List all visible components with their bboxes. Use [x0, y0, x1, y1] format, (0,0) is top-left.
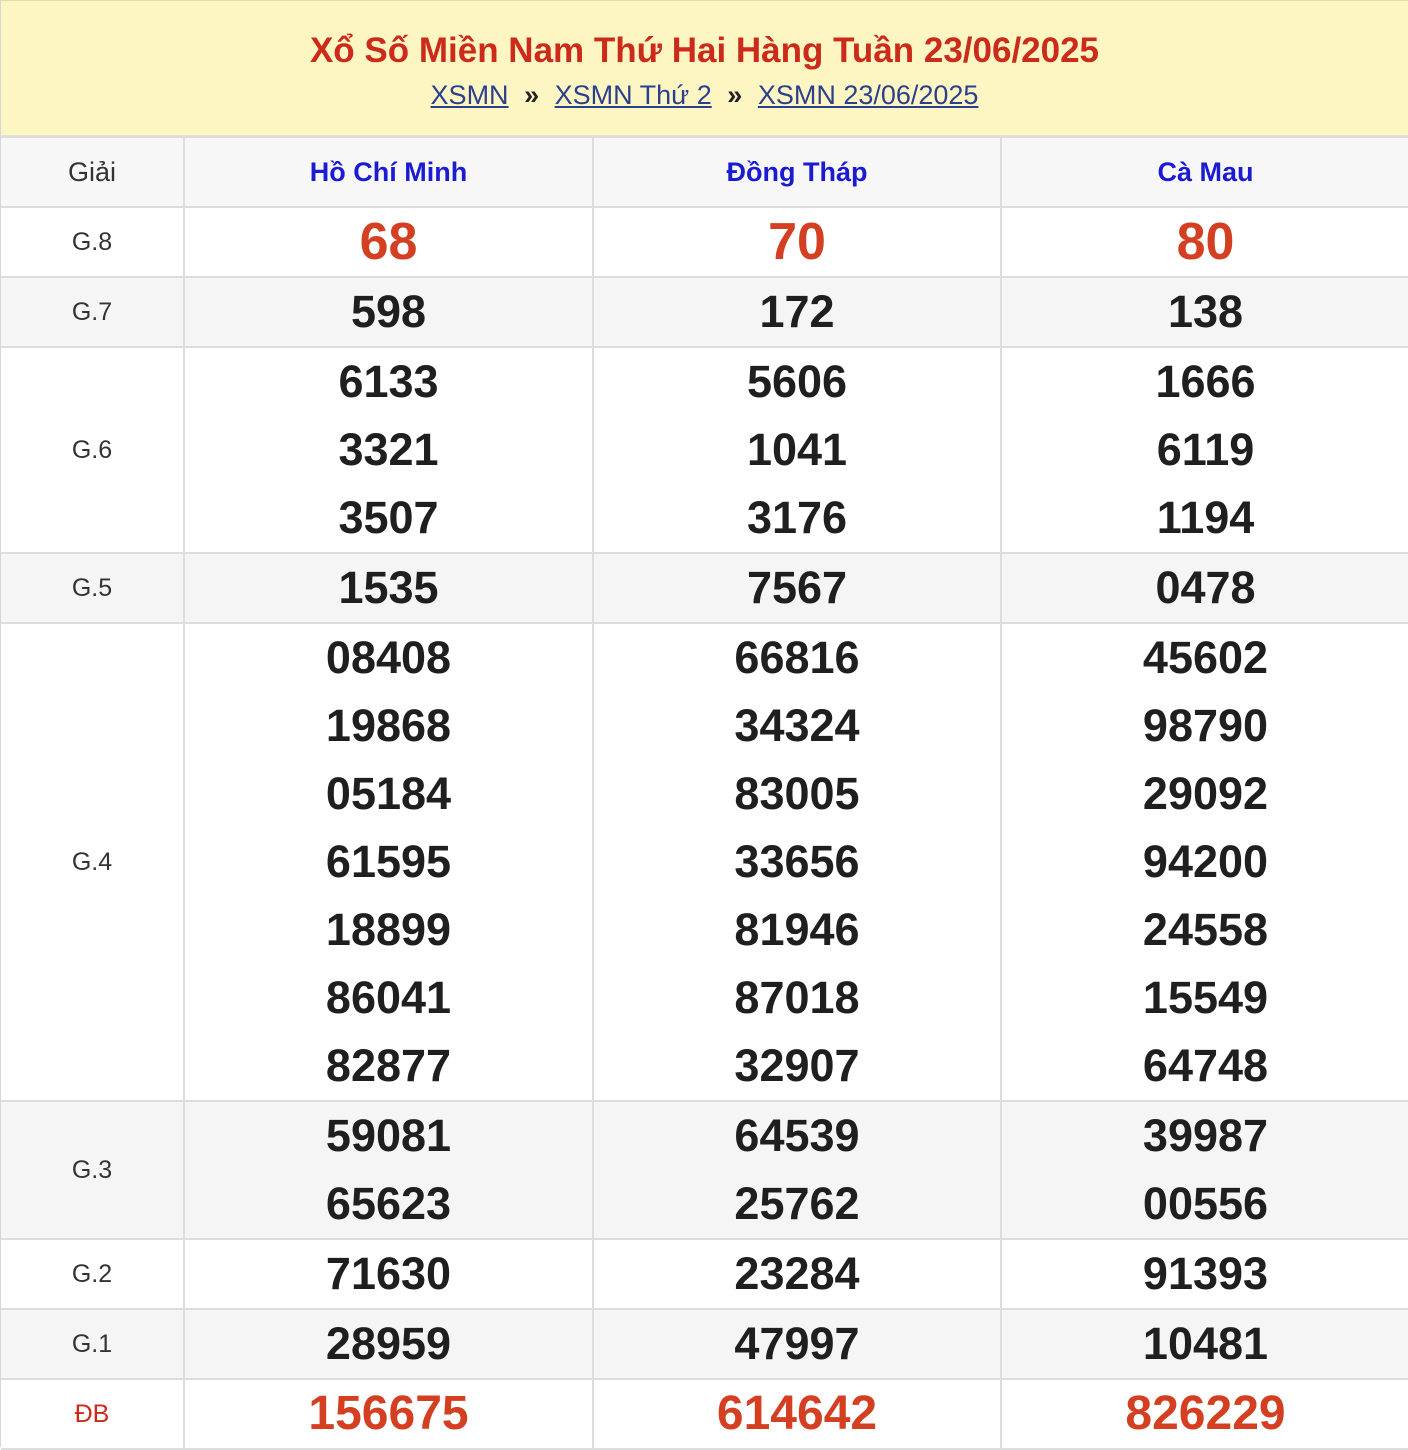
result-number: 82877	[325, 1040, 452, 1091]
result-cell-ca-mau	[1001, 553, 1408, 623]
result-number: 65623	[325, 1178, 452, 1229]
prize-label: G.5	[1, 553, 184, 623]
result-cell-ho-chi-minh	[184, 207, 593, 277]
result-cell-dong-thap	[593, 207, 1001, 277]
prize-row	[1, 277, 1408, 347]
prize-row	[1, 207, 1408, 277]
province-header-dong-thap[interactable]: Đồng Tháp	[593, 137, 1001, 207]
result-cell-dong-thap	[593, 1309, 1001, 1379]
result-number: 5606	[746, 356, 848, 407]
result-number: 18899	[325, 904, 452, 955]
prize-row	[1, 1309, 1408, 1379]
breadcrumb-separator: »	[524, 80, 540, 110]
result-number: 826229	[1125, 1387, 1286, 1440]
result-number: 61595	[325, 836, 452, 887]
result-number: 0478	[1155, 562, 1256, 613]
breadcrumb-link-xsmn-thu-2[interactable]: XSMN Thứ 2	[554, 80, 712, 110]
result-number: 91393	[1142, 1248, 1269, 1299]
result-number: 172	[759, 286, 835, 337]
result-number: 23284	[734, 1248, 860, 1299]
result-number: 83005	[734, 768, 860, 819]
result-number: 87018	[734, 972, 860, 1023]
results-header	[1, 0, 1408, 136]
prize-label: G.3	[1, 1101, 184, 1239]
result-number: 08408	[325, 632, 452, 683]
result-number: 3176	[746, 492, 848, 543]
result-cell-dong-thap	[593, 277, 1001, 347]
result-cell-ho-chi-minh	[184, 1239, 593, 1309]
prize-label: G.8	[1, 207, 184, 277]
prize-row	[1, 1379, 1408, 1449]
breadcrumb-link-xsmn[interactable]: XSMN	[430, 80, 509, 110]
result-cell-dong-thap	[593, 553, 1001, 623]
result-cell-ho-chi-minh	[184, 1101, 593, 1239]
result-number: 598	[350, 286, 427, 337]
result-number: 59081	[325, 1110, 452, 1161]
prize-row	[1, 1239, 1408, 1309]
result-number: 6119	[1156, 424, 1255, 475]
result-number: 15549	[1142, 972, 1269, 1023]
result-number: 68	[359, 213, 418, 271]
result-number: 28959	[325, 1318, 452, 1369]
result-number: 86041	[325, 972, 452, 1023]
result-number: 614642	[716, 1387, 878, 1440]
result-cell-ca-mau	[1001, 1379, 1408, 1449]
result-number: 7567	[746, 562, 848, 613]
prize-column-header: Giải	[1, 137, 184, 207]
prize-label: G.1	[1, 1309, 184, 1379]
result-number: 05184	[325, 768, 452, 819]
result-number: 71630	[325, 1248, 452, 1299]
result-number: 81946	[734, 904, 860, 955]
result-number: 00556	[1142, 1178, 1269, 1229]
result-cell-ca-mau	[1001, 277, 1408, 347]
result-number: 64539	[734, 1110, 860, 1161]
result-number: 156675	[308, 1387, 469, 1440]
province-header-ho-chi-minh[interactable]: Hồ Chí Minh	[184, 137, 593, 207]
result-cell-ca-mau	[1001, 347, 1408, 553]
result-number: 3507	[338, 492, 439, 543]
result-number: 19868	[325, 700, 452, 751]
result-number: 64748	[1142, 1040, 1269, 1091]
prize-label: G.2	[1, 1239, 184, 1309]
results-table	[1, 136, 1408, 1450]
result-cell-ho-chi-minh	[184, 1379, 593, 1449]
result-cell-dong-thap	[593, 347, 1001, 553]
breadcrumb-separator: »	[727, 80, 743, 110]
result-number: 47997	[734, 1318, 860, 1369]
result-number: 25762	[734, 1178, 860, 1229]
result-number: 98790	[1142, 700, 1269, 751]
result-cell-dong-thap	[593, 1379, 1001, 1449]
result-cell-dong-thap	[593, 1239, 1001, 1309]
result-number: 1194	[1156, 492, 1255, 543]
result-number: 1535	[338, 562, 439, 613]
prize-label: ĐB	[1, 1379, 184, 1449]
prize-row	[1, 347, 1408, 553]
result-cell-ca-mau	[1001, 1239, 1408, 1309]
result-number: 29092	[1142, 768, 1269, 819]
result-number: 66816	[734, 632, 860, 683]
result-number: 24558	[1142, 904, 1269, 955]
result-number: 1666	[1155, 356, 1256, 407]
result-cell-ho-chi-minh	[184, 623, 593, 1101]
result-number: 3321	[338, 424, 439, 475]
result-number: 45602	[1142, 632, 1269, 683]
prize-label: G.6	[1, 347, 184, 553]
result-cell-ho-chi-minh	[184, 347, 593, 553]
page-title: Xổ Số Miền Nam Thứ Hai Hàng Tuần 23/06/2025	[309, 31, 1100, 70]
result-number: 138	[1167, 286, 1244, 337]
result-number: 80	[1176, 213, 1235, 271]
result-cell-ca-mau	[1001, 1101, 1408, 1239]
result-number: 34324	[734, 700, 860, 751]
result-number: 10481	[1142, 1318, 1269, 1369]
result-number: 39987	[1142, 1110, 1269, 1161]
result-cell-ca-mau	[1001, 207, 1408, 277]
result-cell-ho-chi-minh	[184, 553, 593, 623]
breadcrumb	[1, 77, 1408, 113]
prize-row	[1, 553, 1408, 623]
result-cell-ho-chi-minh	[184, 1309, 593, 1379]
result-cell-dong-thap	[593, 1101, 1001, 1239]
result-number: 70	[768, 213, 826, 271]
result-cell-dong-thap	[593, 623, 1001, 1101]
result-cell-ca-mau	[1001, 1309, 1408, 1379]
breadcrumb-link-xsmn-date[interactable]: XSMN 23/06/2025	[757, 80, 979, 110]
prize-label: G.7	[1, 277, 184, 347]
result-cell-ho-chi-minh	[184, 277, 593, 347]
result-number: 6133	[338, 356, 439, 407]
table-header-row	[1, 137, 1408, 207]
prize-row	[1, 623, 1408, 1101]
result-number: 32907	[734, 1040, 860, 1091]
result-number: 33656	[734, 836, 860, 887]
province-header-ca-mau[interactable]: Cà Mau	[1001, 137, 1408, 207]
result-number: 94200	[1142, 836, 1269, 887]
result-number: 1041	[746, 424, 848, 475]
prize-row	[1, 1101, 1408, 1239]
prize-label: G.4	[1, 623, 184, 1101]
result-cell-ca-mau	[1001, 623, 1408, 1101]
